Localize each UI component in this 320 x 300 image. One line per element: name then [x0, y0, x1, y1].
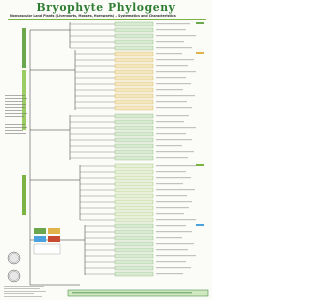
credits-text: [4, 286, 46, 297]
clade-bar-liverworts: [22, 28, 26, 68]
poster-title: Bryophyte Phylogeny: [36, 1, 176, 14]
clade-bar-mosses: [22, 70, 26, 130]
group-markers: [196, 22, 204, 226]
terminal-branches: [70, 24, 115, 274]
institution-seals: [8, 252, 20, 282]
poster-subtitle: Nonvascular Land Plants (Liverworts, Mosses, Hornworts) – Systematics and Characteristics: [10, 14, 176, 18]
color-legend: [34, 228, 60, 254]
taxon-boxes: [115, 22, 153, 276]
characteristics-column: [156, 24, 196, 275]
clade-bar-hornworts: [22, 175, 26, 215]
footer-text-line: [72, 293, 192, 294]
